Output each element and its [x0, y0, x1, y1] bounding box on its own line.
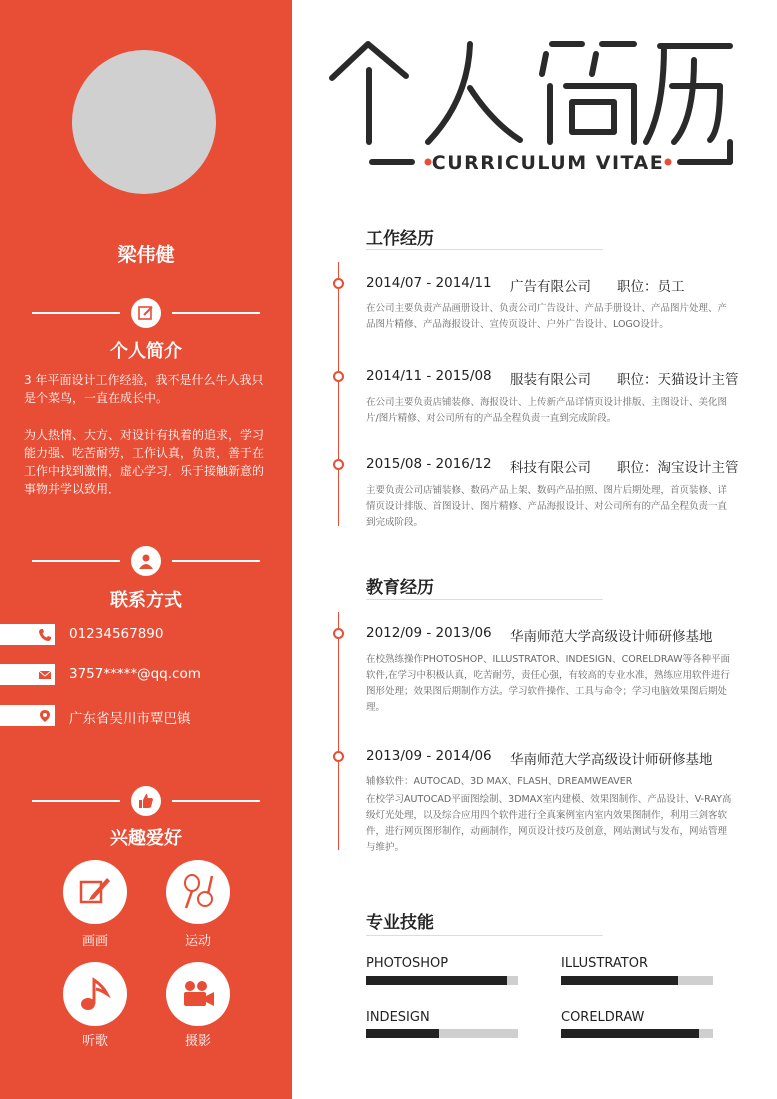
- address: 广东省吴川市覃巴镇: [69, 711, 191, 727]
- skill-name: PHOTOSHOP: [366, 956, 449, 971]
- work-position: 职位：天猫设计主管: [617, 372, 739, 388]
- divider: [172, 800, 260, 802]
- education-school: 华南师范大学高级设计师研修基地: [510, 629, 713, 645]
- work-company: 广告有限公司: [510, 279, 591, 295]
- sports-icon: [166, 860, 230, 924]
- hobby-label-photo: 摄影: [184, 1034, 211, 1049]
- phone-icon: [0, 624, 55, 645]
- work-company: 服装有限公司: [510, 372, 591, 388]
- section-rule: [366, 599, 603, 600]
- camera-icon: [166, 962, 230, 1026]
- divider: [32, 312, 120, 314]
- person-name: 梁伟健: [117, 244, 175, 266]
- intro-paragraph-2: 为人热情、大方、对设计有执着的追求，学习能力强、吃苦耐劳，工作认真，负责，善于在工作中找到激情，虚心学习．乐于接触新意的事物并学以致用．: [24, 428, 265, 496]
- divider: [172, 312, 260, 314]
- education-section-title: 教育经历: [366, 578, 434, 598]
- hobby-label-music: 听歌: [81, 1034, 108, 1049]
- work-position: 职位：员工: [617, 279, 685, 295]
- timeline-dot: [333, 278, 344, 289]
- phone-number: 01234567890: [69, 626, 164, 642]
- divider: [32, 800, 120, 802]
- work-description: 主要负责公司店铺装修、数码产品上架、数码产品拍照、图片后期处理，首页装修、详情页设计排版、首图设计、图片精修、产品海报设计、对公司所有的产品全程负责一直到完成阶段。: [366, 485, 728, 528]
- skill-bar-fill: [366, 976, 507, 985]
- skill-bar: [561, 976, 713, 985]
- education-minor: 辅修软件：AUTOCAD、3D MAX、FLASH、DREAMWEAVER: [366, 776, 633, 787]
- work-company: 科技有限公司: [510, 460, 591, 476]
- intro-paragraph-1: 3 年平面设计工作经验，我不是什么牛人我只是个菜鸟，一直在成长中。: [24, 373, 264, 405]
- sidebar: [0, 0, 292, 1099]
- skill-bar-fill: [561, 1029, 699, 1038]
- work-description: 在公司主要负责产品画册设计、负责公司广告设计、产品手册设计、产品图片处理、产品图片精修、产品海报设计、宣传页设计、户外广告设计、LOGO设计。: [366, 303, 728, 330]
- contact-title: 联系方式: [110, 590, 182, 611]
- avatar: [72, 50, 216, 194]
- email-address: 3757*****@qq.com: [69, 666, 201, 682]
- paint-icon: [63, 860, 127, 924]
- work-position: 职位：淘宝设计主管: [617, 460, 739, 476]
- timeline-dot: [333, 628, 344, 639]
- edit-icon: [131, 298, 161, 328]
- skill-bar-fill: [366, 1029, 439, 1038]
- work-period: 2014/07 - 2014/11: [366, 275, 492, 291]
- education-period: 2013/09 - 2014/06: [366, 748, 492, 764]
- education-description: 在校学习AUTOCAD平面图绘制、3DMAX室内建模、效果图制作、产品设计、V-RAY高级灯光处理，以及综合应用四个软件进行全真案例室内室内效果图制作，利用三剑客软件，进行网页图形制作，动画制作，网页设计技巧及创意，网站测试与发布，网站管理与维护。: [366, 794, 732, 853]
- resume-title-graphic: [320, 30, 750, 175]
- mail-icon: [0, 664, 55, 685]
- hobby-label-paint: 画画: [81, 934, 108, 949]
- divider: [172, 560, 260, 562]
- skill-bar-fill: [561, 976, 678, 985]
- person-icon: [131, 546, 161, 576]
- section-rule: [366, 935, 603, 936]
- skill-name: INDESIGN: [366, 1010, 430, 1025]
- location-icon: [0, 705, 55, 726]
- hobby-label-sports: 运动: [184, 934, 211, 949]
- title-english: CURRICULUM VITAE: [431, 152, 665, 174]
- work-section-title: 工作经历: [366, 229, 434, 249]
- thumbs-up-icon: [131, 786, 161, 816]
- music-icon: [63, 962, 127, 1026]
- intro-title: 个人简介: [110, 341, 182, 362]
- skill-bar: [561, 1029, 713, 1038]
- hobby-title: 兴趣爱好: [110, 828, 182, 849]
- education-timeline: [338, 612, 339, 850]
- timeline-dot: [333, 751, 344, 762]
- divider: [32, 560, 120, 562]
- work-period: 2014/11 - 2015/08: [366, 368, 492, 384]
- education-school: 华南师范大学高级设计师研修基地: [510, 752, 713, 768]
- work-period: 2015/08 - 2016/12: [366, 456, 492, 472]
- timeline-dot: [333, 459, 344, 470]
- section-rule: [366, 249, 603, 250]
- work-timeline: [338, 262, 339, 526]
- skill-name: CORELDRAW: [561, 1010, 645, 1025]
- skill-bar: [366, 1029, 518, 1038]
- timeline-dot: [333, 371, 344, 382]
- work-description: 在公司主要负责店铺装修、海报设计、上传新产品详情页设计排版、主图设计、美化图片/图片精修、对公司所有的产品全程负责一直到完成阶段。: [366, 397, 728, 424]
- skill-name: ILLUSTRATOR: [561, 956, 648, 971]
- skill-bar: [366, 976, 518, 985]
- education-period: 2012/09 - 2013/06: [366, 625, 492, 641]
- skills-section-title: 专业技能: [366, 913, 434, 933]
- education-description: 在校熟练操作PHOTOSHOP、ILLUSTRATOR、INDESIGN、CORELDRAW等各种平面软件,在学习中积极认真，吃苦耐劳，责任心强，有较高的专业水准，熟练应用软件进行图形处理；效果图后期制作方法。学习软件操作、工具与命令；学习电脑效果图后期处理。: [366, 654, 731, 713]
